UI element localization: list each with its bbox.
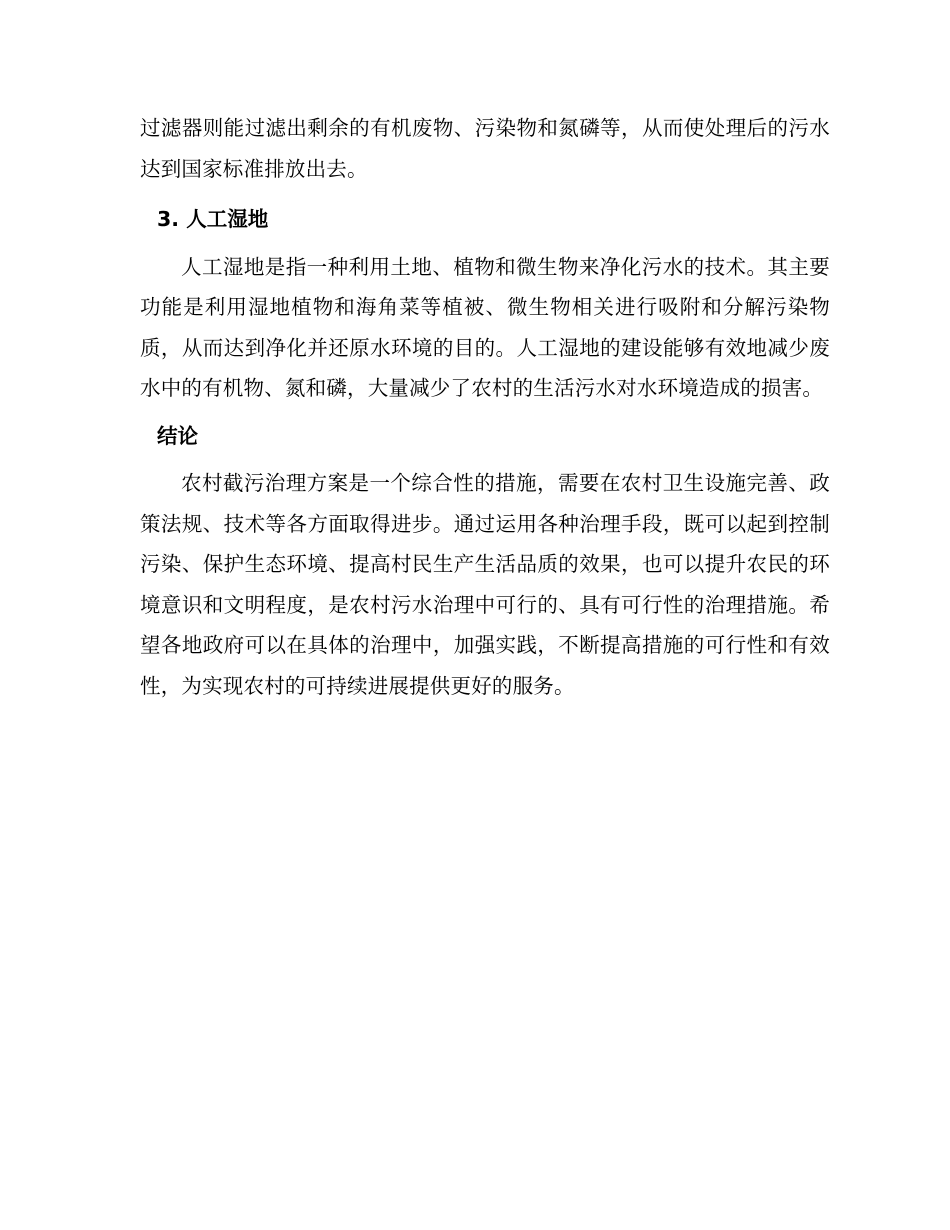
section-3-heading: 3. 人工湿地: [157, 207, 269, 231]
section-3-paragraph: 人工湿地是指一种利用土地、植物和微生物来净化污水的技术。其主要功能是利用湿地植物和海角菜等植被、微生物相关进行吸附和分解污染物质，从而达到净化并还原水环境的目的。人工湿地的建设能够有效地减少废水中的有机物、氮和磷，大量减少了农村的生活污水对水环境造成的损害。: [140, 254, 830, 400]
intro-paragraph: 过滤器则能过滤出剩余的有机废物、污染物和氮磷等，从而使处理后的污水达到国家标准排放出去。: [140, 116, 830, 181]
conclusion-heading: 结论: [157, 423, 198, 448]
document-body: [140, 108, 830, 706]
conclusion-paragraph: 农村截污治理方案是一个综合性的措施，需要在农村卫生设施完善、政策法规、技术等各方面取得进步。通过运用各种治理手段，既可以起到控制污染、保护生态环境、提高村民生产生活品质的效果，也可以提升农民的环境意识和文明程度，是农村污水治理中可行的、具有可行性的治理措施。希望各地政府可以在具体的治理中，加强实践，不断提高措施的可行性和有效性，为实现农村的可持续进展提供更好的服务。: [140, 471, 830, 698]
